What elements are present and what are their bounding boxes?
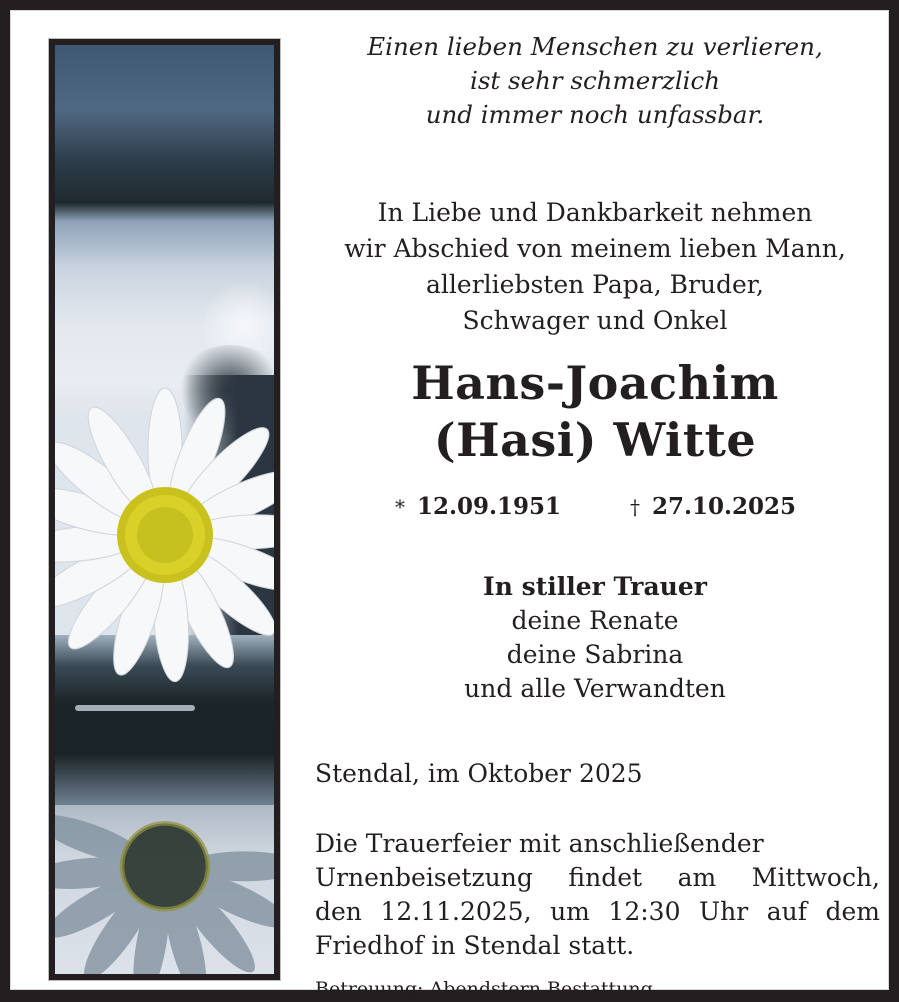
mourner-line: deine Renate	[511, 606, 679, 635]
water-ripple	[75, 705, 195, 711]
deceased-name	[300, 355, 890, 469]
service-line: Urnenbeisetzung findet am Mittwoch,	[315, 863, 880, 892]
death-date-group	[630, 492, 796, 522]
name-line-1: Hans-Joachim	[411, 356, 779, 410]
birth-star-icon: *	[395, 495, 405, 519]
poem-line: Einen lieben Menschen zu verlieren,	[367, 32, 823, 61]
intro-text	[300, 195, 890, 339]
intro-line: allerliebsten Papa, Bruder,	[426, 270, 764, 299]
intro-line: In Liebe und Dankbarkeit nehmen	[377, 198, 813, 227]
daisy-flower-icon	[55, 385, 274, 685]
notice-text	[300, 30, 890, 1000]
birth-date: 12.09.1951	[417, 493, 562, 520]
dagger-cross-icon: †	[630, 495, 640, 519]
service-info	[315, 827, 880, 963]
photo-frame	[49, 39, 280, 980]
death-date: 27.10.2025	[652, 493, 797, 520]
name-line-2: (Hasi) Witte	[433, 413, 757, 467]
intro-line: Schwager und Onkel	[462, 306, 728, 335]
obituary-notice	[10, 10, 889, 1000]
daisy-reflection-icon	[55, 745, 274, 974]
service-line: den 12.11.2025, um 12:30 Uhr auf dem	[315, 897, 880, 926]
service-line: Die Trauerfeier mit anschließender	[315, 829, 764, 858]
poem	[300, 30, 890, 132]
funeral-home-credit: Betreuung: Abendstern Bestattung	[315, 978, 653, 1000]
birth-date-group	[395, 492, 561, 522]
daisy-photo	[55, 45, 274, 974]
intro-line: wir Abschied von meinem lieben Mann,	[344, 234, 846, 263]
mourner-line: deine Sabrina	[506, 640, 684, 669]
mourner-line: und alle Verwandten	[464, 674, 726, 703]
poem-line: ist sehr schmerzlich	[470, 66, 720, 95]
mourners	[300, 570, 890, 706]
place-date: Stendal, im Oktober 2025	[315, 759, 643, 788]
mourners-heading: In stiller Trauer	[483, 572, 707, 601]
service-line: Friedhof in Stendal statt.	[315, 931, 635, 960]
poem-line: und immer noch unfassbar.	[425, 100, 765, 129]
